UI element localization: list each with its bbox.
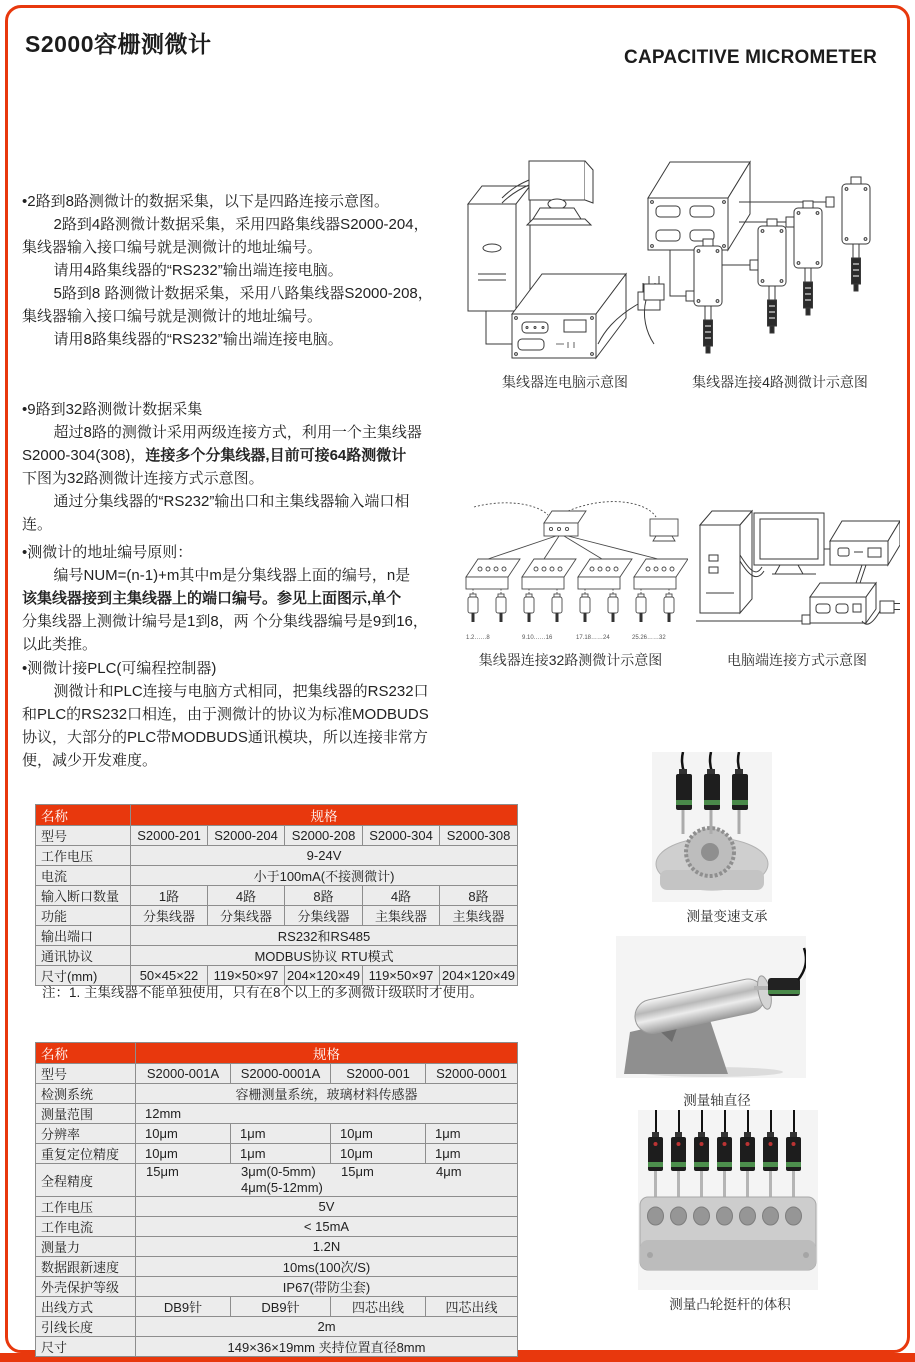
table-row: 外壳保护等级 IP67(带防尘套) <box>36 1277 518 1297</box>
paragraph-address-numbering <box>22 541 460 656</box>
paragraph-data-acquisition-2to8 <box>22 190 460 351</box>
paragraph-data-acquisition-9to32 <box>22 398 460 536</box>
text-line: 以此类推。 <box>22 636 98 653</box>
cable-connector <box>802 615 810 624</box>
cable-connector <box>826 197 834 207</box>
text-line: 5路到8 路测微计数据采集，采用八路集线器S2000-208， <box>53 285 433 302</box>
micrometer-icon <box>552 594 562 622</box>
micrometer-spec-table <box>35 1042 518 1357</box>
monitor-icon <box>650 519 678 541</box>
text-line: •测微计接PLC(可编程控制器) <box>22 660 217 677</box>
text-line: 便，减少开发难度。 <box>22 752 158 769</box>
micrometer-icon <box>496 594 506 622</box>
text-line: 测微计和PLC连接与电脑方式相同，把集线器的RS232口 <box>53 683 429 700</box>
table-row-full-accuracy: 全程精度 15μm 3μm(0-5mm) 4μm(5-12mm) 15μm 4μm <box>36 1164 518 1197</box>
photo-caption: 测量变速支承 <box>686 909 768 924</box>
sub-hub-icon <box>522 559 576 589</box>
main-hub-icon <box>544 511 586 536</box>
table-row: 分辨率 10μm 1μm 10μm 1μm <box>36 1124 518 1144</box>
cable-dashed <box>474 503 548 515</box>
product-photo-cam-followers <box>638 1110 818 1290</box>
text-line: 超过8路的测微计采用两级连接方式，利用一个主集线器 <box>53 424 422 441</box>
text-line: 下图为32路测微计连接方式示意图。 <box>22 470 264 487</box>
micrometer-icon <box>524 594 534 622</box>
text-line-bold: 该集线器接到主集线器上的端口编号。参见上面图示,单个 <box>22 590 402 607</box>
cable-connector <box>686 291 694 301</box>
text-line: 分集线器上测微计编号是1到8，两 个分集线器编号是9到16， <box>22 613 428 630</box>
product-photo-shaft <box>616 936 806 1078</box>
table-row: 工作电压 9-24V <box>36 846 518 866</box>
table-row: 测量范围 12mm <box>36 1104 518 1124</box>
diagram-caption-hub-pc: 集线器连电脑示意图 <box>502 374 628 390</box>
micrometer-icon <box>608 594 618 622</box>
table-row: 输入断口数量 1路 4路 8路 4路 8路 <box>36 886 518 906</box>
table-row: 型号 S2000-201 S2000-204 S2000-208 S2000-304 S2000-308 <box>36 826 518 846</box>
photo-caption: 测量凸轮挺杆的体积 <box>669 1297 791 1312</box>
table-row: 数据跟新速度 10ms(100次/S) <box>36 1257 518 1277</box>
hub-box-icon <box>648 162 750 250</box>
text-line: 和PLC的RS232口相连，由于测微计的协议为标准MODBUDS <box>22 706 429 723</box>
micrometer-icon <box>842 177 870 291</box>
channel-number-labels <box>466 635 666 641</box>
table-row: 输出端口 RS232和RS485 <box>36 926 518 946</box>
micrometer-icon <box>636 594 646 622</box>
micrometer-icon <box>664 594 674 622</box>
table-row: 型号 S2000-001A S2000-0001A S2000-001 S2000-0001 <box>36 1064 518 1084</box>
page-title: S2000容栅测微计 <box>25 31 212 57</box>
cable-connector <box>750 260 758 270</box>
header-cell: 名称 <box>36 1043 136 1064</box>
diagram-caption-32ch: 集线器连接32路测微计示意图 <box>478 652 663 668</box>
header-cell: 名称 <box>36 805 131 826</box>
micrometer-icon <box>758 219 786 333</box>
diagram-pc-side <box>692 497 900 647</box>
text-line: 协议，大部分的PLC带MODBUDS通讯模块，所以连接非常方 <box>22 729 428 746</box>
table-note: 注：1. 主集线器不能单独使用，只有在8个以上的多测微计级联时才使用。 <box>42 985 484 1000</box>
table-row: 电流 小于100mA(不接测微计) <box>36 866 518 886</box>
monitor-icon <box>754 513 824 574</box>
svg-text:25.26……32: 25.26……32 <box>632 635 666 641</box>
svg-text:17.18……24: 17.18……24 <box>576 635 610 641</box>
product-photo-gear-support <box>652 752 772 902</box>
header-cell: 规格 <box>131 805 518 826</box>
text-line: 集线器输入接口编号就是测微计的地址编号。 <box>22 308 323 325</box>
svg-text:9.10……16: 9.10……16 <box>522 635 553 641</box>
header-cell: 规格 <box>136 1043 518 1064</box>
text-line: 编号NUM=(n-1)+m其中m是分集线器上面的编号，n是 <box>53 567 411 584</box>
table-header-row <box>36 805 518 826</box>
photo-caption: 测量轴直径 <box>683 1093 751 1108</box>
machined-block <box>640 1197 816 1270</box>
text-line: 集线器输入接口编号就是测微计的地址编号。 <box>22 239 323 256</box>
text-run: S2000-304(308)， <box>22 447 146 464</box>
paragraph-plc-connection <box>22 657 460 772</box>
table-row: 工作电压 5V <box>36 1197 518 1217</box>
table-header-row <box>36 1043 518 1064</box>
text-line: 2路到4路测微计数据采集，采用四路集线器S2000-204， <box>53 216 429 233</box>
fan-cables <box>488 536 658 559</box>
table-row: 重复定位精度 10μm 1μm 10μm 1μm <box>36 1144 518 1164</box>
table-row: 出线方式 DB9针 DB9针 四芯出线 四芯出线 <box>36 1297 518 1317</box>
text-line: 通过分集线器的“RS232”输出口和主集线器输入端口相 <box>53 493 410 510</box>
cable <box>670 250 686 296</box>
table-row: 通讯协议 MODBUS协议 RTU模式 <box>36 946 518 966</box>
page-title-en: CAPACITIVE MICROMETER <box>624 47 877 68</box>
table-row: 尺寸(mm) 50×45×22 119×50×97 204×120×49 119×50×97 204×120×49 <box>36 966 518 986</box>
hub-spec-table <box>35 804 518 986</box>
text-line: •测微计的地址编号原则： <box>22 544 193 561</box>
text-line: 请用4路集线器的“RS232”输出端连接电脑。 <box>53 262 343 279</box>
diagram-32-channel <box>456 497 688 647</box>
monitor-icon <box>527 161 593 225</box>
sub-hub-icon <box>634 559 688 589</box>
table-row: 尺寸 149×36×19mm 夹持位置直径8mm <box>36 1337 518 1357</box>
micrometer-icon <box>694 239 722 353</box>
hub-box-icon <box>810 583 876 623</box>
diagram-hub-4-micrometers <box>642 146 900 368</box>
table-row: 检测系统 容栅测量系统，玻璃材料传感器 <box>36 1084 518 1104</box>
svg-text:1.2……8: 1.2……8 <box>466 635 490 641</box>
micrometer-icon <box>794 201 822 315</box>
table-row: 引线长度 2m <box>36 1317 518 1337</box>
text-line <box>22 444 460 467</box>
text-line: 请用8路集线器的“RS232”输出端连接电脑。 <box>53 331 343 348</box>
diagram-caption-hub-4mic: 集线器连接4路测微计示意图 <box>692 374 868 390</box>
pc-tower-icon <box>468 186 530 311</box>
table-row: 测量力 1.2N <box>36 1237 518 1257</box>
text-run-bold: 连接多个分集线器,目前可接64路测微计 <box>145 447 407 464</box>
sub-hub-icon <box>466 559 520 589</box>
micrometer-icon <box>580 594 590 622</box>
sub-hub-icon <box>578 559 632 589</box>
micrometer-icon <box>468 594 478 622</box>
text-line: 连。 <box>22 516 53 533</box>
table-row: 功能 分集线器 分集线器 分集线器 主集线器 主集线器 <box>36 906 518 926</box>
hub-box-icon <box>830 521 900 565</box>
text-line: •9路到32路测微计数据采集 <box>22 401 203 418</box>
text-line: •2路到8路测微计的数据采集，以下是四路连接示意图。 <box>22 193 389 210</box>
table-row: 工作电流 < 15mA <box>36 1217 518 1237</box>
power-adapter-icon <box>644 276 664 344</box>
cable-connector <box>786 217 794 227</box>
diagram-caption-pc-side: 电脑端连接方式示意图 <box>727 652 867 668</box>
